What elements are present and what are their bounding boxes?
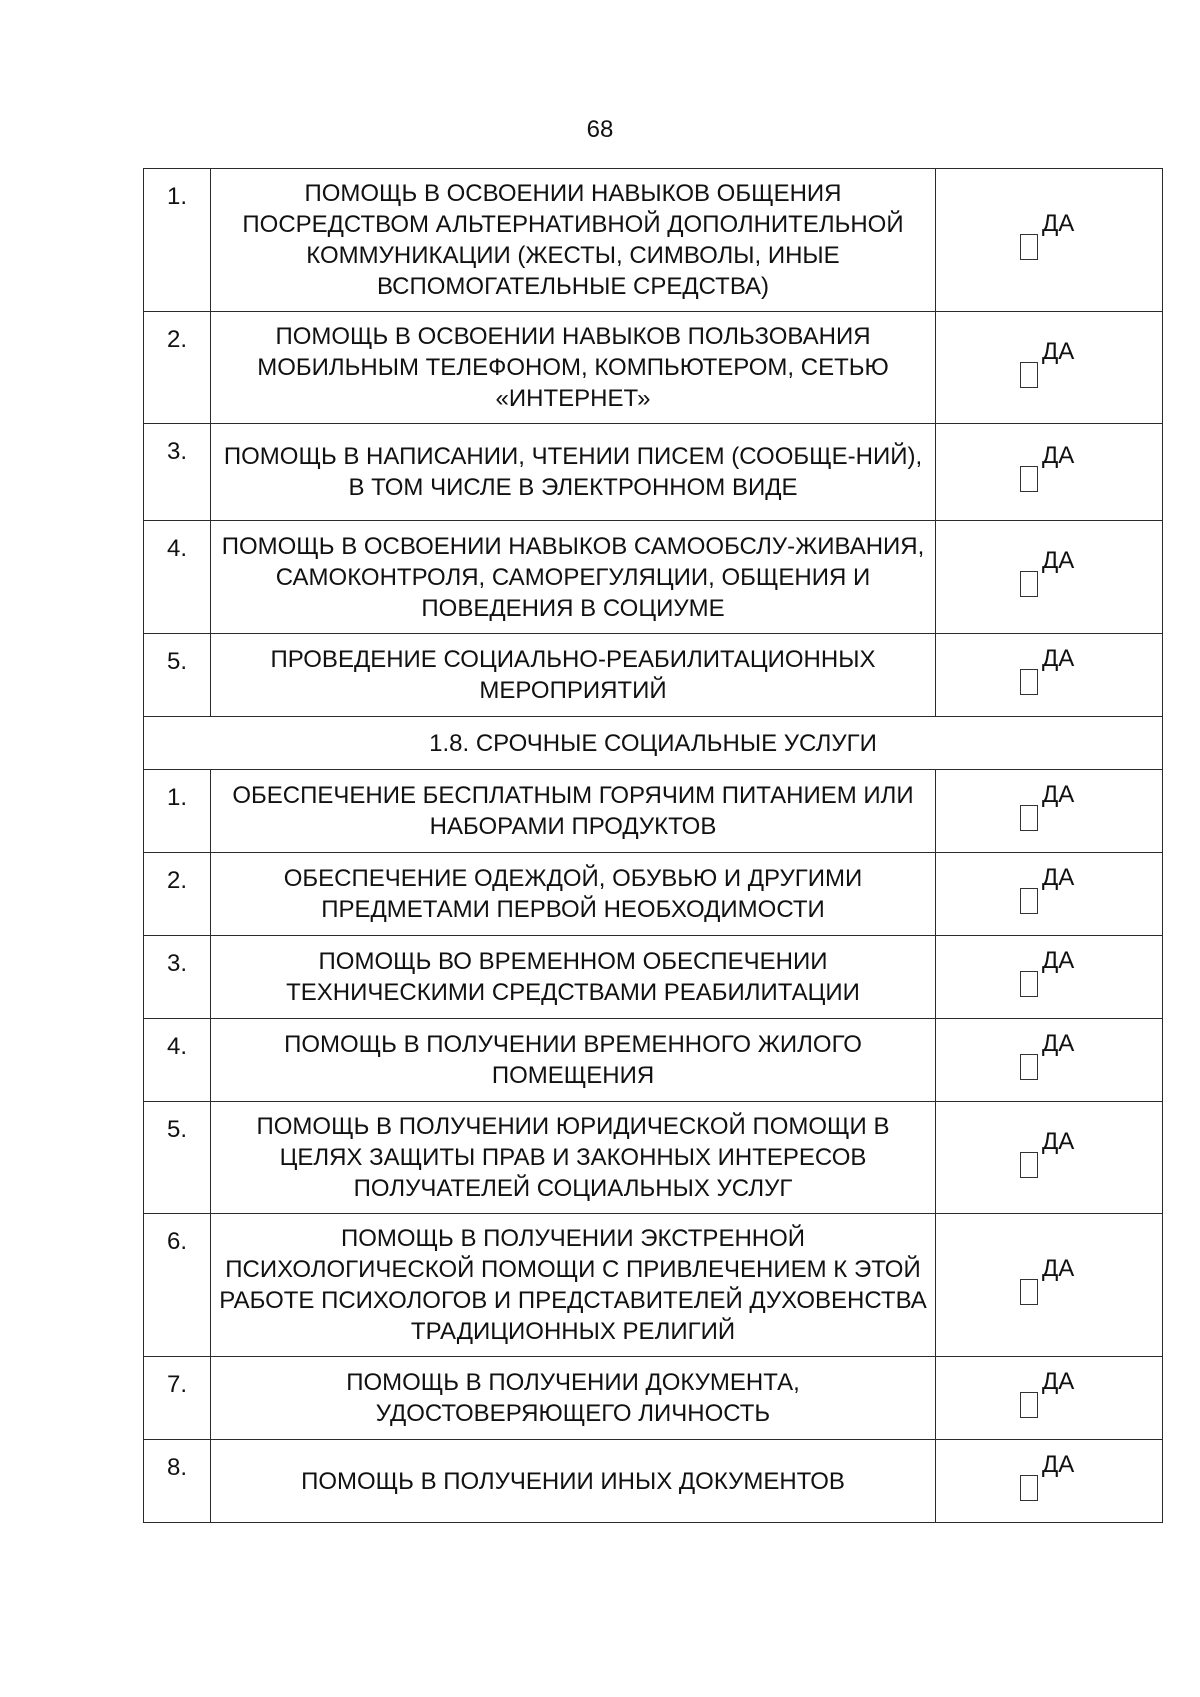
checkbox[interactable] [1020,571,1038,597]
table-row [144,169,1163,312]
service-text: ПОМОЩЬ В ПОЛУЧЕНИИ ИНЫХ ДОКУМЕНТОВ [211,1440,936,1523]
answer-label: ДА [1042,1255,1075,1282]
checkbox[interactable] [1020,1054,1038,1080]
service-text: ПОМОЩЬ В ПОЛУЧЕНИИ ВРЕМЕННОГО ЖИЛОГО ПОМЕЩЕНИЯ [211,1019,936,1102]
answer-label: ДА [1042,1127,1075,1155]
answer-cell [936,936,1163,1019]
table-row [144,521,1163,634]
answer-label: ДА [1042,1030,1075,1057]
row-number: 2. [144,853,211,936]
row-number: 1. [144,169,211,312]
checkbox[interactable] [1020,1279,1038,1305]
table-row [144,312,1163,424]
answer-cell [936,853,1163,936]
service-text: ПОМОЩЬ В ПОЛУЧЕНИИ ДОКУМЕНТА, УДОСТОВЕРЯЮЩЕГО ЛИЧНОСТЬ [211,1357,936,1440]
row-number: 7. [144,1357,211,1440]
service-text: ПОМОЩЬ В ОСВОЕНИИ НАВЫКОВ ОБЩЕНИЯ ПОСРЕДСТВОМ АЛЬТЕРНАТИВНОЙ ДОПОЛНИТЕЛЬНОЙ КОММУНИКАЦИИ (ЖЕСТЫ, СИМВОЛЫ, ИНЫЕ ВСПОМОГАТЕЛЬНЫЕ СРЕДСТВА) [211,169,936,312]
row-number: 6. [144,1214,211,1357]
answer-cell [936,521,1163,634]
service-text: ПОМОЩЬ В ПОЛУЧЕНИИ ЭКСТРЕННОЙ ПСИХОЛОГИЧЕСКОЙ ПОМОЩИ С ПРИВЛЕЧЕНИЕМ К ЭТОЙ РАБОТЕ ПСИХОЛОГОВ И ПРЕДСТАВИТЕЛЕЙ ДУХОВЕНСТВА ТРАДИЦИОННЫХ РЕЛИГИЙ [211,1214,936,1357]
checkbox[interactable] [1020,1392,1038,1418]
section-row [144,717,1163,770]
row-number: 5. [144,1102,211,1214]
service-text: ПОМОЩЬ В ПОЛУЧЕНИИ ЮРИДИЧЕСКОЙ ПОМОЩИ В ЦЕЛЯХ ЗАЩИТЫ ПРАВ И ЗАКОННЫХ ИНТЕРЕСОВ ПОЛУЧАТЕЛЕЙ СОЦИАЛЬНЫХ УСЛУГ [211,1102,936,1214]
answer-label: ДА [1042,442,1075,469]
services-table [143,168,1163,1523]
row-number: 3. [144,424,211,521]
row-number: 3. [144,936,211,1019]
answer-cell [936,1440,1163,1523]
table-row [144,1019,1163,1102]
answer-cell [936,1019,1163,1102]
checkbox[interactable] [1020,466,1038,492]
answer-cell [936,1102,1163,1214]
answer-label: ДА [1042,1368,1075,1395]
answer-cell [936,1214,1163,1357]
service-text: ПОМОЩЬ В НАПИСАНИИ, ЧТЕНИИ ПИСЕМ (СООБЩЕ-НИЙ), В ТОМ ЧИСЛЕ В ЭЛЕКТРОННОМ ВИДЕ [211,424,936,521]
checkbox[interactable] [1020,971,1038,997]
table-row [144,1214,1163,1357]
row-number: 4. [144,521,211,634]
service-text: ПОМОЩЬ В ОСВОЕНИИ НАВЫКОВ САМООБСЛУ-ЖИВАНИЯ, САМОКОНТРОЛЯ, САМОРЕГУЛЯЦИИ, ОБЩЕНИЯ И ПОВЕДЕНИЯ В СОЦИУМЕ [211,521,936,634]
answer-label: ДА [1042,337,1075,365]
answer-label: ДА [1042,645,1075,672]
answer-label: ДА [1042,781,1075,808]
answer-label: ДА [1042,947,1075,974]
answer-cell [936,770,1163,853]
row-number: 4. [144,1019,211,1102]
checkbox[interactable] [1020,888,1038,914]
service-text: ОБЕСПЕЧЕНИЕ ОДЕЖДОЙ, ОБУВЬЮ И ДРУГИМИ ПРЕДМЕТАМИ ПЕРВОЙ НЕОБХОДИМОСТИ [211,853,936,936]
row-number: 2. [144,312,211,424]
answer-cell [936,312,1163,424]
checkbox[interactable] [1020,805,1038,831]
service-text: ПОМОЩЬ В ОСВОЕНИИ НАВЫКОВ ПОЛЬЗОВАНИЯ МОБИЛЬНЫМ ТЕЛЕФОНОМ, КОМПЬЮТЕРОМ, СЕТЬЮ «ИНТЕРНЕТ» [211,312,936,424]
answer-cell [936,1357,1163,1440]
page-number: 68 [586,116,614,143]
answer-cell [936,424,1163,521]
checkbox[interactable] [1020,1475,1038,1501]
service-text: ПОМОЩЬ ВО ВРЕМЕННОМ ОБЕСПЕЧЕНИИ ТЕХНИЧЕСКИМИ СРЕДСТВАМИ РЕАБИЛИТАЦИИ [211,936,936,1019]
table-row [144,1102,1163,1214]
service-text: ПРОВЕДЕНИЕ СОЦИАЛЬНО-РЕАБИЛИТАЦИОННЫХ МЕРОПРИЯТИЙ [211,634,936,717]
row-number: 8. [144,1440,211,1523]
table-row [144,424,1163,521]
section-title: 1.8. СРОЧНЫЕ СОЦИАЛЬНЫЕ УСЛУГИ [144,717,1163,770]
answer-label: ДА [1042,547,1075,574]
table-row [144,1357,1163,1440]
checkbox[interactable] [1020,362,1038,388]
answer-cell [936,169,1163,312]
answer-label: ДА [1042,210,1075,237]
row-number: 1. [144,770,211,853]
table-row [144,853,1163,936]
checkbox[interactable] [1020,1152,1038,1178]
checkbox[interactable] [1020,234,1038,260]
checkbox[interactable] [1020,669,1038,695]
answer-cell [936,634,1163,717]
table-row [144,634,1163,717]
table-row [144,936,1163,1019]
table-row [144,770,1163,853]
row-number: 5. [144,634,211,717]
answer-label: ДА [1042,864,1075,891]
table-row [144,1440,1163,1523]
service-text: ОБЕСПЕЧЕНИЕ БЕСПЛАТНЫМ ГОРЯЧИМ ПИТАНИЕМ ИЛИ НАБОРАМИ ПРОДУКТОВ [211,770,936,853]
answer-label: ДА [1042,1451,1075,1478]
